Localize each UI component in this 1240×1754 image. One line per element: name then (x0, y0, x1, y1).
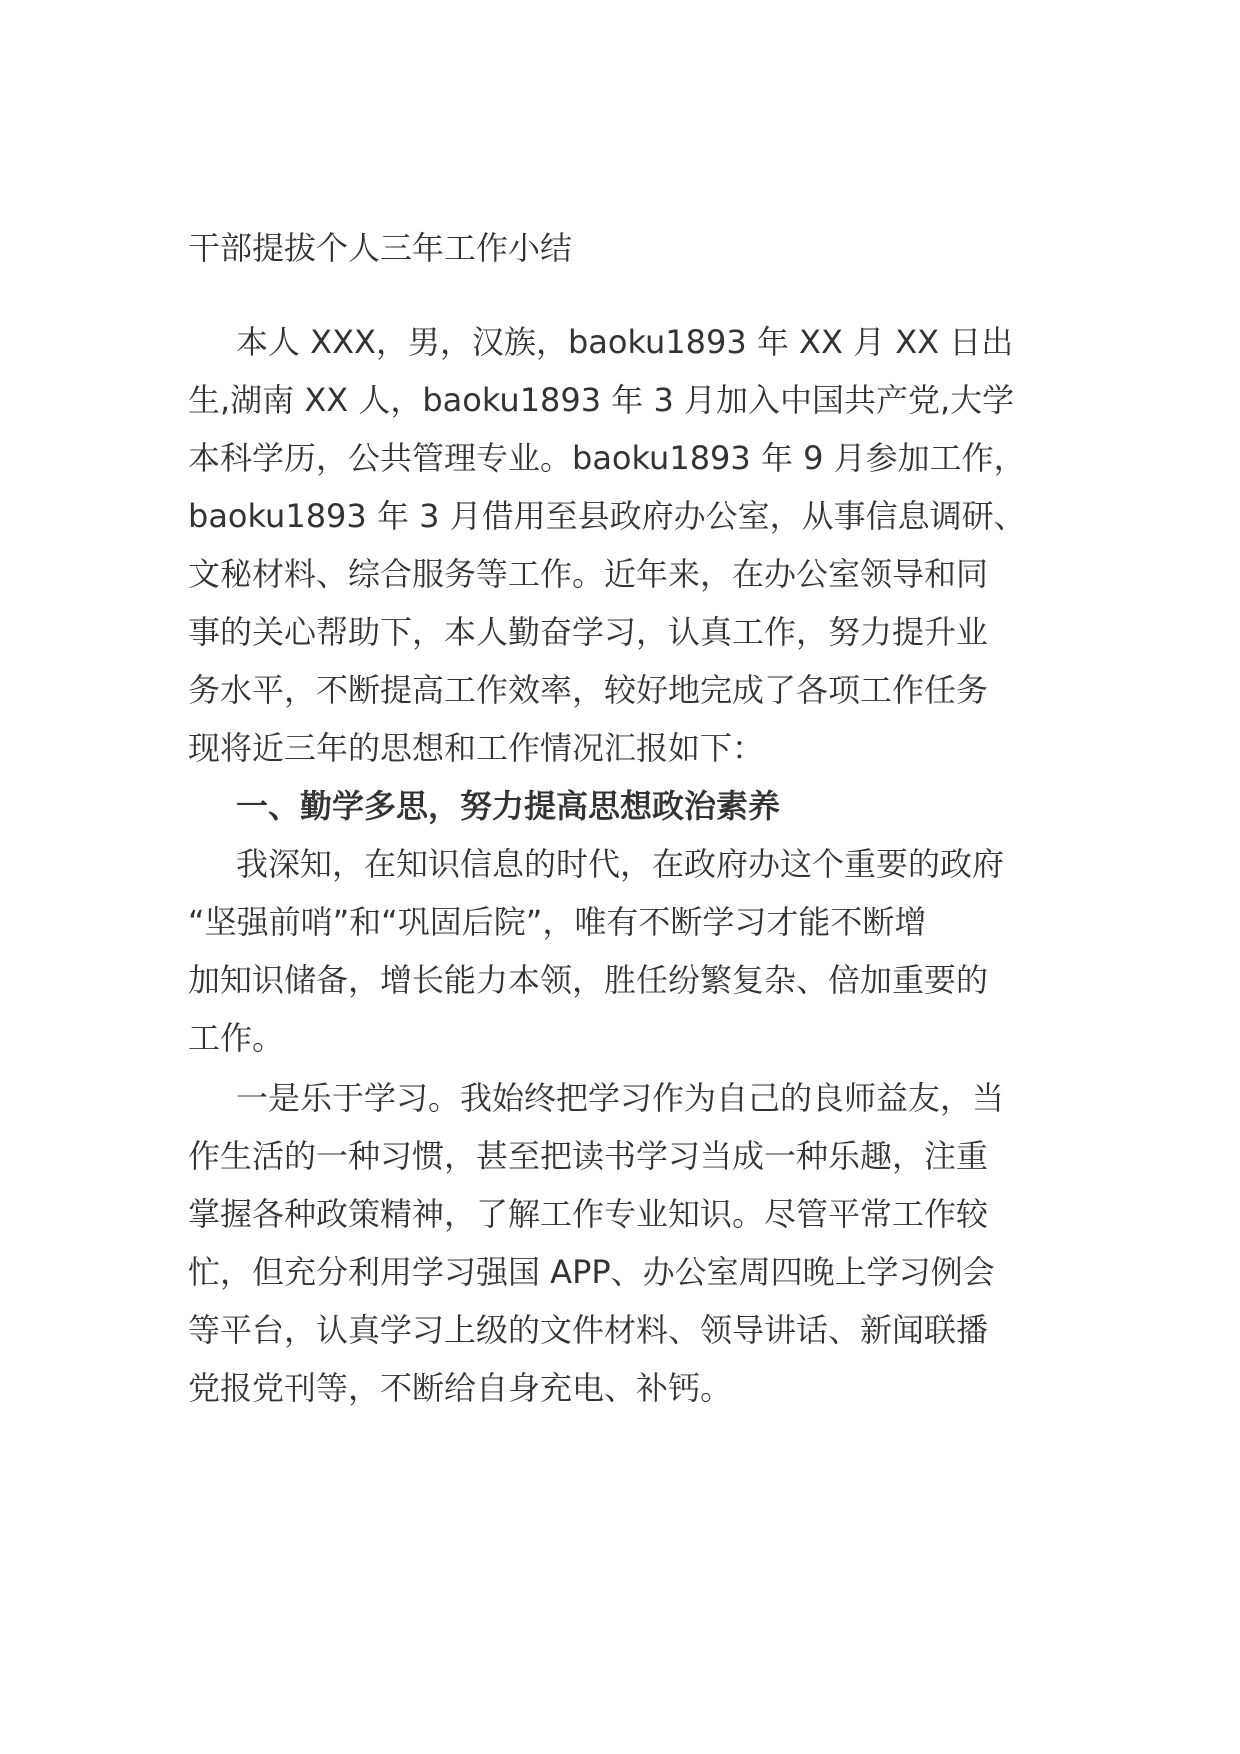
paragraph-line: 工作。 (188, 1019, 285, 1057)
paragraph-line: 生,湖南 XX 人，baoku1893 年 3 月加入中国共产党,大学 (188, 381, 1015, 419)
paragraph-line: 党报党刊等，不断给自身充电、补钙。 (188, 1369, 733, 1407)
section-heading: 一、勤学多思，努力提高思想政治素养 (236, 787, 781, 825)
paragraph-line: 文秘材料、综合服务等工作。近年来，在办公室领导和同 (188, 555, 989, 593)
paragraph-line: 加知识储备，增长能力本领，胜任纷繁复杂、倍加重要的 (188, 961, 989, 999)
paragraph-line: 等平台，认真学习上级的文件材料、领导讲话、新闻联播 (188, 1311, 989, 1349)
document-title: 干部提拔个人三年工作小结 (188, 229, 573, 267)
paragraph-line: 现将近三年的思想和工作情况汇报如下： (188, 729, 765, 767)
paragraph-line: 事的关心帮助下，本人勤奋学习，认真工作，努力提升业 (188, 613, 989, 651)
paragraph-line: “坚强前哨”和“巩固后院”，唯有不断学习才能不断增 (188, 903, 927, 941)
paragraph-line: 忙，但充分利用学习强国 APP、办公室周四晚上学习例会 (188, 1253, 995, 1291)
paragraph-line: 掌握各种政策精神，了解工作专业知识。尽管平常工作较 (188, 1195, 989, 1233)
paragraph-line: 一是乐于学习。我始终把学习作为自己的良师益友，当 (236, 1079, 1005, 1117)
paragraph-line: 本人 XXX，男，汉族，baoku1893 年 XX 月 XX 日出 (236, 323, 1014, 361)
paragraph-line: baoku1893 年 3 月借用至县政府办公室，从事信息调研、 (188, 497, 1026, 535)
paragraph-line: 务水平，不断提高工作效率，较好地完成了各项工作任务 (188, 671, 989, 709)
paragraph-line: 本科学历，公共管理专业。baoku1893 年 9 月参加工作， (188, 439, 1026, 477)
paragraph-line: 作生活的一种习惯，甚至把读书学习当成一种乐趣，注重 (188, 1137, 989, 1175)
paragraph-line: 我深知，在知识信息的时代，在政府办这个重要的政府 (236, 845, 1005, 883)
